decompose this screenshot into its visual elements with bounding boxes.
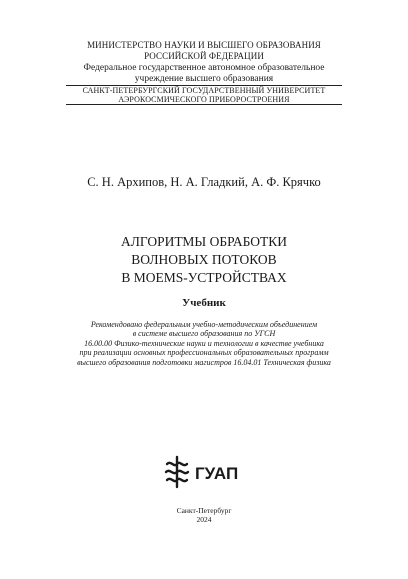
university-name — [0, 86, 408, 104]
ministry-heading — [0, 40, 408, 61]
authors: С. Н. Архипов, Н. А. Гладкий, А. Ф. Крячко — [87, 175, 321, 189]
book-type: Учебник — [182, 297, 226, 309]
recommendation-line: высшего образования подготовки магистров 16.04.01 Техническая физика — [77, 357, 331, 367]
federal-line: Федеральное государственное автономное образовательное — [83, 63, 325, 73]
recommendation-line: при реализации основных профессиональных образовательных программ — [79, 348, 329, 358]
divider-bottom — [66, 104, 342, 105]
guap-emblem-icon — [162, 454, 252, 490]
ministry-line: МИНИСТЕРСТВО НАУКИ И ВЫСШЕГО ОБРАЗОВАНИЯ — [87, 40, 321, 50]
title-line: В MOEMS-УСТРОЙСТВАХ — [121, 270, 287, 285]
title-line: ВОЛНОВЫХ ПОТОКОВ — [131, 252, 277, 267]
recommendation-note — [0, 320, 408, 367]
university-line: САНКТ-ПЕТЕРБУРГСКИЙ ГОСУДАРСТВЕННЫЙ УНИВЕРСИТЕТ — [82, 86, 326, 95]
imprint — [0, 506, 408, 524]
recommendation-line: 16.00.00 Физико-технические науки и технологии в качестве учебника — [84, 338, 324, 348]
university-line: АЭРОКОСМИЧЕСКОГО ПРИБОРОСТРОЕНИЯ — [118, 95, 290, 104]
recommendation-line: Рекомендовано федеральным учебно-методическим объединением — [90, 320, 318, 329]
book-title — [0, 233, 408, 287]
ministry-line: РОССИЙСКОЙ ФЕДЕРАЦИИ — [144, 50, 264, 61]
university-logo — [162, 454, 252, 490]
recommendation-line: в системе высшего образования по УГСН — [132, 329, 276, 339]
city: Санкт-Петербург — [176, 506, 232, 515]
federal-line: учреждение высшего образования — [134, 74, 274, 84]
institution-type — [0, 63, 408, 85]
year: 2024 — [196, 515, 212, 524]
logo-text: ГУАП — [195, 464, 239, 483]
title-line: АЛГОРИТМЫ ОБРАБОТКИ — [120, 234, 288, 249]
